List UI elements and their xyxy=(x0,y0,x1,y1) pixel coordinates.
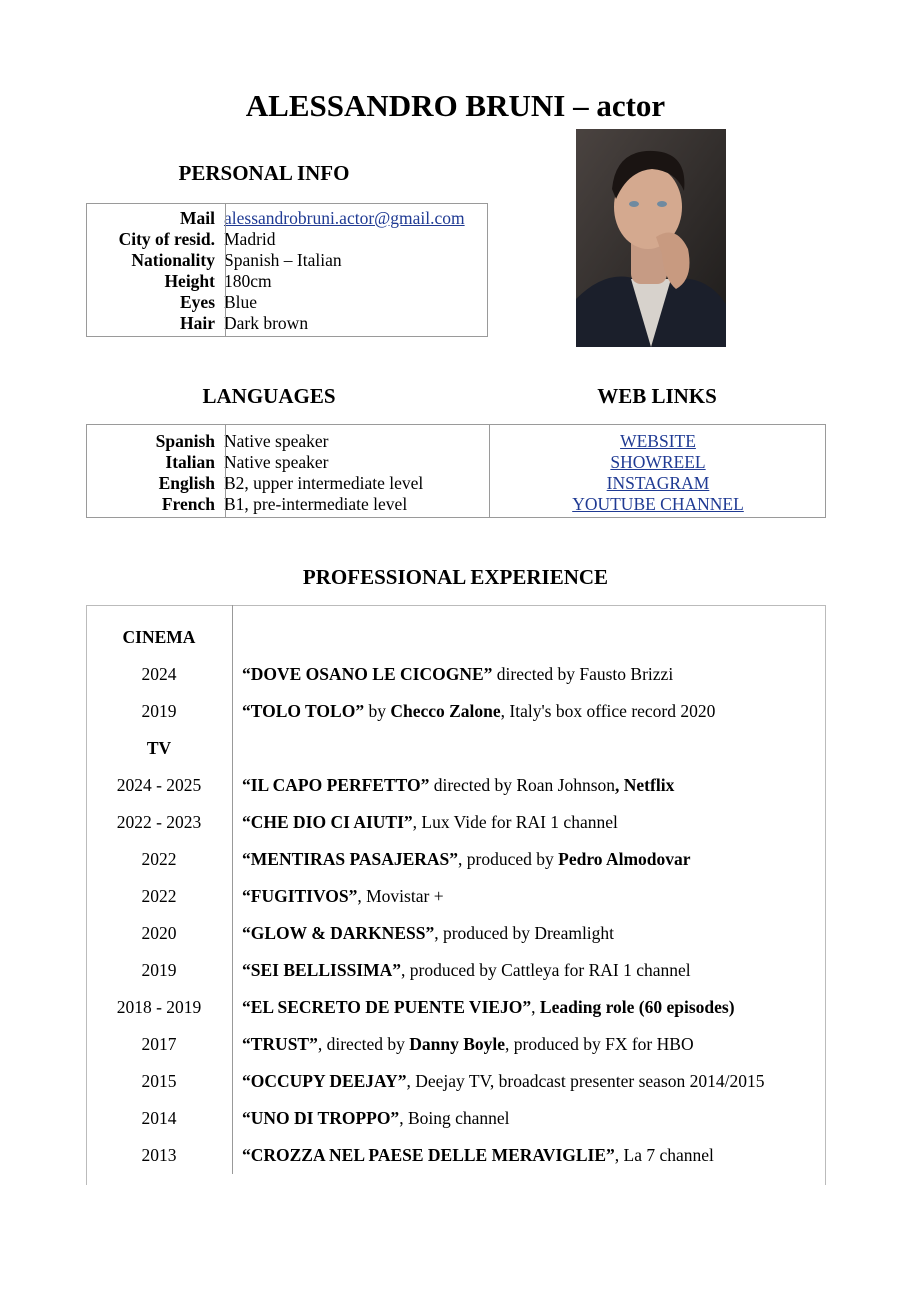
experience-text-part: by xyxy=(364,701,391,721)
experience-year: 2020 xyxy=(86,915,233,952)
personal-info-row xyxy=(87,250,487,271)
experience-description xyxy=(233,1026,827,1063)
language-level: B1, pre-intermediate level xyxy=(224,494,408,514)
languages-links-table xyxy=(86,424,826,518)
experience-row xyxy=(86,656,826,693)
experience-description xyxy=(233,1100,827,1137)
experience-row xyxy=(86,989,826,1026)
experience-text-part: Leading role (60 episodes) xyxy=(539,997,735,1017)
language-row xyxy=(87,494,489,515)
web-link-youtube-channel[interactable]: YOUTUBE CHANNEL xyxy=(572,494,744,514)
experience-description xyxy=(233,878,827,915)
experience-text-part: , produced by Cattleya for RAI 1 channel xyxy=(401,960,691,980)
experience-description xyxy=(233,693,827,730)
experience-text-part: “TRUST” xyxy=(242,1034,318,1054)
page-title: ALESSANDRO BRUNI – actor xyxy=(245,88,666,123)
experience-text-part: “DOVE OSANO LE CICOGNE” xyxy=(242,664,493,684)
experience-description xyxy=(233,915,827,952)
languages-heading: LANGUAGES xyxy=(202,384,336,408)
experience-row xyxy=(86,952,826,989)
experience-text-part: , produced by Dreamlight xyxy=(434,923,615,943)
personal-info-label: City of resid. xyxy=(118,229,215,249)
experience-description xyxy=(233,952,827,989)
experience-year: 2017 xyxy=(86,1026,233,1063)
experience-text-part: “GLOW & DARKNESS” xyxy=(242,923,435,943)
language-row xyxy=(87,452,489,473)
experience-text-part: “CROZZA NEL PAESE DELLE MERAVIGLIE” xyxy=(242,1145,615,1165)
experience-row xyxy=(86,693,826,730)
language-name: French xyxy=(161,494,215,514)
experience-text-part: “CHE DIO CI AIUTI” xyxy=(242,812,413,832)
personal-info-row xyxy=(87,271,487,292)
experience-text-part: Danny Boyle xyxy=(409,1034,505,1054)
personal-info-value: Blue xyxy=(224,292,258,312)
experience-text-part: Pedro Almodovar xyxy=(558,849,691,869)
experience-text-part: , Italy's box office record 2020 xyxy=(500,701,716,721)
experience-text-part: , La 7 channel xyxy=(614,1145,714,1165)
language-level: Native speaker xyxy=(224,431,329,451)
experience-row xyxy=(86,1063,826,1100)
experience-text-part: , directed by xyxy=(317,1034,410,1054)
experience-text-part: “UNO DI TROPPO” xyxy=(242,1108,400,1128)
personal-info-row xyxy=(87,229,487,250)
experience-text-part: “FUGITIVOS” xyxy=(242,886,358,906)
experience-year: 2024 xyxy=(86,656,233,693)
experience-year: 2022 - 2023 xyxy=(86,804,233,841)
experience-row xyxy=(86,1100,826,1137)
experience-year: 2022 xyxy=(86,841,233,878)
experience-table xyxy=(86,605,826,1174)
experience-description xyxy=(233,730,827,767)
experience-row xyxy=(86,804,826,841)
experience-text-part: “IL CAPO PERFETTO” xyxy=(242,775,430,795)
experience-description xyxy=(233,1063,827,1100)
web-link-website[interactable]: WEBSITE xyxy=(620,431,696,451)
experience-row xyxy=(86,1137,826,1174)
language-row xyxy=(87,473,489,494)
experience-year: 2014 xyxy=(86,1100,233,1137)
personal-info-value: Spanish – Italian xyxy=(224,250,342,270)
experience-text-part: , produced by FX for HBO xyxy=(505,1034,694,1054)
experience-text-part: , Deejay TV, broadcast presenter season 2014/2015 xyxy=(406,1071,765,1091)
experience-description xyxy=(233,1137,827,1174)
experience-year: 2019 xyxy=(86,693,233,730)
experience-year: 2015 xyxy=(86,1063,233,1100)
experience-description xyxy=(233,767,827,804)
experience-text-part: , Boing channel xyxy=(399,1108,510,1128)
experience-text-part: directed by Fausto Brizzi xyxy=(492,664,674,684)
experience-description xyxy=(233,989,827,1026)
experience-text-part: , xyxy=(531,997,540,1017)
experience-row xyxy=(86,767,826,804)
personal-info-table xyxy=(86,203,488,337)
experience-year: 2024 - 2025 xyxy=(86,767,233,804)
actor-photo xyxy=(576,129,726,347)
experience-description xyxy=(233,804,827,841)
experience-year: 2019 xyxy=(86,952,233,989)
language-level: B2, upper intermediate level xyxy=(224,473,424,493)
language-name: Italian xyxy=(165,452,215,472)
personal-info-label: Eyes xyxy=(180,292,215,312)
personal-info-label: Hair xyxy=(180,313,215,333)
experience-text-part: “TOLO TOLO” xyxy=(242,701,365,721)
experience-year: 2013 xyxy=(86,1137,233,1174)
experience-text-part: , Netflix xyxy=(615,775,675,795)
language-level: Native speaker xyxy=(224,452,329,472)
experience-row xyxy=(86,841,826,878)
language-name: Spanish xyxy=(155,431,215,451)
experience-text-part: directed by Roan Johnson xyxy=(429,775,616,795)
experience-row xyxy=(86,878,826,915)
personal-info-label: Nationality xyxy=(131,250,215,270)
email-link[interactable]: alessandrobruni.actor@gmail.com xyxy=(224,208,465,228)
experience-year: 2018 - 2019 xyxy=(86,989,233,1026)
experience-text-part: “OCCUPY DEEJAY” xyxy=(242,1071,407,1091)
experience-year: 2022 xyxy=(86,878,233,915)
experience-text-part: , Movistar + xyxy=(357,886,444,906)
experience-heading: PROFESSIONAL EXPERIENCE xyxy=(302,565,609,589)
language-row xyxy=(87,431,489,452)
personal-info-value: 180cm xyxy=(224,271,272,291)
experience-text-part: “EL SECRETO DE PUENTE VIEJO” xyxy=(242,997,532,1017)
experience-category-row xyxy=(86,619,826,656)
language-name: English xyxy=(158,473,215,493)
personal-info-label: Height xyxy=(164,271,215,291)
personal-info-row xyxy=(87,208,487,229)
experience-description xyxy=(233,656,827,693)
personal-info-heading: PERSONAL INFO xyxy=(178,161,350,185)
experience-text-part: “SEI BELLISSIMA” xyxy=(242,960,402,980)
experience-category: CINEMA xyxy=(86,619,233,656)
experience-description xyxy=(233,619,827,656)
experience-category: TV xyxy=(86,730,233,767)
experience-text-part: “MENTIRAS PASAJERAS” xyxy=(242,849,459,869)
personal-info-row xyxy=(87,313,487,334)
experience-description xyxy=(233,841,827,878)
experience-text-part: , produced by xyxy=(458,849,559,869)
experience-text-part: Checco Zalone xyxy=(390,701,501,721)
experience-text-part: , Lux Vide for RAI 1 channel xyxy=(412,812,618,832)
web-link-showreel[interactable]: SHOWREEL xyxy=(610,452,706,472)
experience-row xyxy=(86,1026,826,1063)
experience-row xyxy=(86,915,826,952)
personal-info-value: Dark brown xyxy=(224,313,309,333)
web-link-instagram[interactable]: INSTAGRAM xyxy=(606,473,710,493)
personal-info-label: Mail xyxy=(180,208,215,228)
personal-info-value: Madrid xyxy=(224,229,276,249)
web-links-heading: WEB LINKS xyxy=(597,384,717,408)
experience-category-row xyxy=(86,730,826,767)
personal-info-row xyxy=(87,292,487,313)
